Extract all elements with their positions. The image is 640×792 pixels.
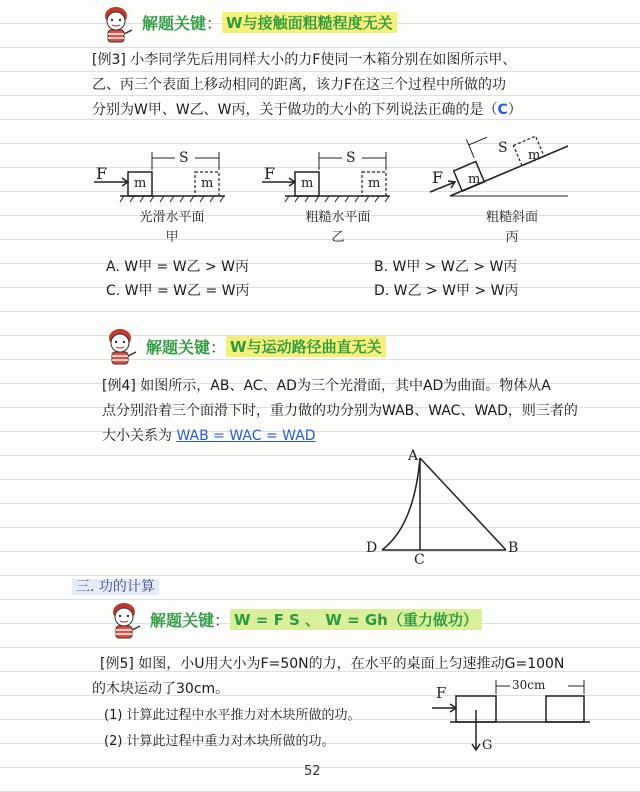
example3-answer: C <box>497 102 508 118</box>
example5-line1 <box>100 652 564 676</box>
section2-key: W与运动路径曲直无关 <box>226 336 386 357</box>
fig2-force-label: F <box>264 164 276 183</box>
section3-heading <box>72 576 159 596</box>
section1-colon: ： <box>206 13 223 33</box>
fig1-distance-label: S <box>179 150 189 166</box>
fig3-block-dashed-label: m <box>528 148 541 163</box>
example4-answer: WAB = WAC = WAD <box>176 428 316 444</box>
example4-line1 <box>102 374 551 398</box>
example4-tag: [例4] <box>102 378 136 394</box>
fig2-block-label: m <box>301 176 314 191</box>
option-a: A. W甲 = W乙 > W丙 <box>106 259 250 275</box>
section2-colon: ： <box>210 337 227 357</box>
example5-q2: (2) 计算此过程中重力对木块所做的功。 <box>104 734 335 749</box>
fig1-surface-caption: 光滑水平面 <box>139 210 205 225</box>
point-d-label: D <box>366 540 378 556</box>
fig3-distance-label: S <box>498 140 508 156</box>
section1-title: 解题关键 <box>142 13 207 33</box>
section1-key: W与接触面粗糙程度无关 <box>222 12 397 33</box>
fig2-surface-caption: 粗糙水平面 <box>305 210 371 225</box>
fig3-name-caption: 丙 <box>505 230 519 245</box>
example4-line3 <box>102 424 316 448</box>
fig3-force-label: F <box>432 168 444 187</box>
example5-line2: 的木块运动了30cm。 <box>92 681 230 697</box>
fig2-block-dashed-label: m <box>368 176 381 191</box>
option-c: C. W甲 = W乙 = W丙 <box>106 283 250 299</box>
fig1-block-dashed-label: m <box>201 176 214 191</box>
section3-colon: ： <box>214 610 231 630</box>
option-d: D. W乙 > W甲 > W丙 <box>374 283 519 299</box>
point-c-label: C <box>414 552 425 568</box>
example4-diagram <box>370 446 530 562</box>
section3-header <box>150 606 482 632</box>
fig1-force-label: F <box>96 164 108 183</box>
page-number: 52 <box>304 764 321 779</box>
section3-heading-text: 三. 功的计算 <box>72 579 159 595</box>
example5-tag: [例5] <box>100 656 134 672</box>
example3-line1-text: 小李同学先后用同样大小的力F使同一木箱分别在如图所示甲、 <box>130 52 517 68</box>
fig2-name-caption: 乙 <box>331 230 345 245</box>
example3-line3 <box>92 98 522 122</box>
section1-header <box>142 10 397 34</box>
example4-line2: 点分别沿着三个面滑下时，重力做的功分别为WAB、WAC、WAD，则三者的 <box>102 403 578 419</box>
fig3-surface-caption: 粗糙斜面 <box>485 210 538 225</box>
mascot-1 <box>96 4 136 46</box>
example5-q1: (1) 计算此过程中水平推力对木块所做的功。 <box>104 708 361 723</box>
mascot-2 <box>100 326 140 368</box>
fig1-name-caption: 甲 <box>165 230 179 245</box>
mascot-3 <box>104 600 144 642</box>
point-a-label: A <box>408 448 419 464</box>
fig1-block-label: m <box>134 176 147 191</box>
example4-line3-pre: 大小关系为 <box>102 428 172 444</box>
example4-line1-text: 如图所示，AB、AC、AD为三个光滑面，其中AD为曲面。物体从A <box>140 378 551 394</box>
ex5-gravity-label: G <box>482 738 493 753</box>
ex5-force-label: F <box>436 684 447 702</box>
section3-title: 解题关键 <box>150 610 215 630</box>
option-b: B. W甲 > W乙 > W丙 <box>374 259 518 275</box>
example3-tag: [例3] <box>92 52 126 68</box>
fig3-block-label: m <box>468 172 481 187</box>
fig2-distance-label: S <box>346 150 356 166</box>
example3-line3-post: ） <box>507 102 522 118</box>
example3-line1 <box>92 48 516 72</box>
section2-header <box>146 334 386 358</box>
point-b-label: B <box>508 540 519 556</box>
example5-line1-text: 如图，小U用大小为F=50N的力，在水平的桌面上匀速推动G=100N <box>138 656 565 672</box>
section2-title: 解题关键 <box>146 337 211 357</box>
example3-line3-pre: 分别为W甲、W乙、W丙，关于做功的大小的下列说法正确的是（ <box>92 102 498 118</box>
example3-line2: 乙、丙三个表面上移动相同的距离，该力F在这三个过程中所做的功 <box>92 77 507 93</box>
ex5-distance-label: 30cm <box>512 678 546 692</box>
section3-key: W = F S 、 W = Gh（重力做功） <box>230 609 482 630</box>
